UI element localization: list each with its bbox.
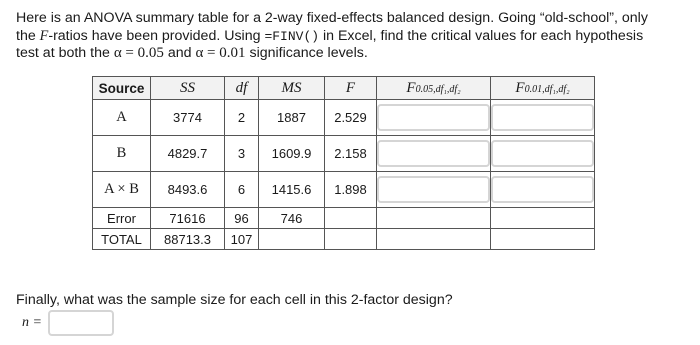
header-fcrit-005: F0.05,df₁,df₂ [377, 77, 491, 100]
cell-fcrit-005 [377, 172, 491, 208]
cell-source: Error [93, 208, 151, 229]
header-ss: SS [151, 77, 225, 100]
table-row-a [93, 100, 595, 136]
cell-source: A × B [93, 172, 151, 208]
cell-f [325, 229, 377, 250]
answer-input-fcrit-001-axb[interactable] [491, 176, 594, 203]
cell-ms: 1609.9 [259, 136, 325, 172]
final-question: Finally, what was the sample size for each cell in this 2-factor design? [16, 292, 453, 308]
alpha-001: α = 0.01 [195, 45, 246, 61]
cell-ms: 1415.6 [259, 172, 325, 208]
table-header-row [93, 77, 595, 100]
cell-fcrit-005 [377, 100, 491, 136]
cell-ss: 3774 [151, 100, 225, 136]
cell-f: 1.898 [325, 172, 377, 208]
cell-df: 96 [225, 208, 259, 229]
header-fcrit-001: F0.01,df₁,df₂ [491, 77, 595, 100]
cell-ms: 746 [259, 208, 325, 229]
sample-size-row [22, 310, 114, 336]
cell-df: 2 [225, 100, 259, 136]
intro-line-2: the F-ratios have been provided. Using =FINV() in Excel, find the critical values for each hypothesis [16, 27, 644, 44]
table-row-error [93, 208, 595, 229]
cell-source: A [93, 100, 151, 136]
cell-fcrit-005 [377, 136, 491, 172]
cell-df: 6 [225, 172, 259, 208]
cell-ss: 8493.6 [151, 172, 225, 208]
header-f: F [325, 77, 377, 100]
cell-ss: 88713.3 [151, 229, 225, 250]
cell-fcrit-001 [491, 100, 595, 136]
finv-code: =FINV() [264, 28, 320, 44]
cell-fcrit-001 [491, 208, 595, 229]
answer-input-fcrit-001-b[interactable] [491, 140, 594, 167]
header-df: df [225, 77, 259, 100]
anova-table [92, 76, 595, 250]
header-ms: MS [259, 77, 325, 100]
table-row-axb [93, 172, 595, 208]
cell-fcrit-001 [491, 172, 595, 208]
answer-input-fcrit-001-a[interactable] [491, 104, 594, 131]
cell-ss: 4829.7 [151, 136, 225, 172]
cell-f: 2.158 [325, 136, 377, 172]
cell-df: 107 [225, 229, 259, 250]
cell-ss: 71616 [151, 208, 225, 229]
cell-source: TOTAL [93, 229, 151, 250]
cell-fcrit-005 [377, 208, 491, 229]
table-row-b [93, 136, 595, 172]
cell-ms [259, 229, 325, 250]
cell-fcrit-005 [377, 229, 491, 250]
intro-line-3: test at both the α = 0.05 and α = 0.01 significance levels. [16, 45, 368, 61]
alpha-005: α = 0.05 [113, 45, 164, 61]
table-row-total [93, 229, 595, 250]
sample-size-input[interactable] [48, 310, 114, 336]
cell-fcrit-001 [491, 229, 595, 250]
n-label: n = [22, 315, 42, 330]
cell-f: 2.529 [325, 100, 377, 136]
answer-input-fcrit-005-b[interactable] [377, 140, 490, 167]
answer-input-fcrit-005-a[interactable] [377, 104, 490, 131]
intro-line-1: Here is an ANOVA summary table for a 2-way fixed-effects balanced design. Going “old-school”, only [16, 10, 648, 26]
question-text [16, 10, 691, 63]
answer-input-fcrit-005-axb[interactable] [377, 176, 490, 203]
header-source: Source [93, 77, 151, 100]
cell-fcrit-001 [491, 136, 595, 172]
cell-df: 3 [225, 136, 259, 172]
cell-ms: 1887 [259, 100, 325, 136]
cell-f [325, 208, 377, 229]
cell-source: B [93, 136, 151, 172]
